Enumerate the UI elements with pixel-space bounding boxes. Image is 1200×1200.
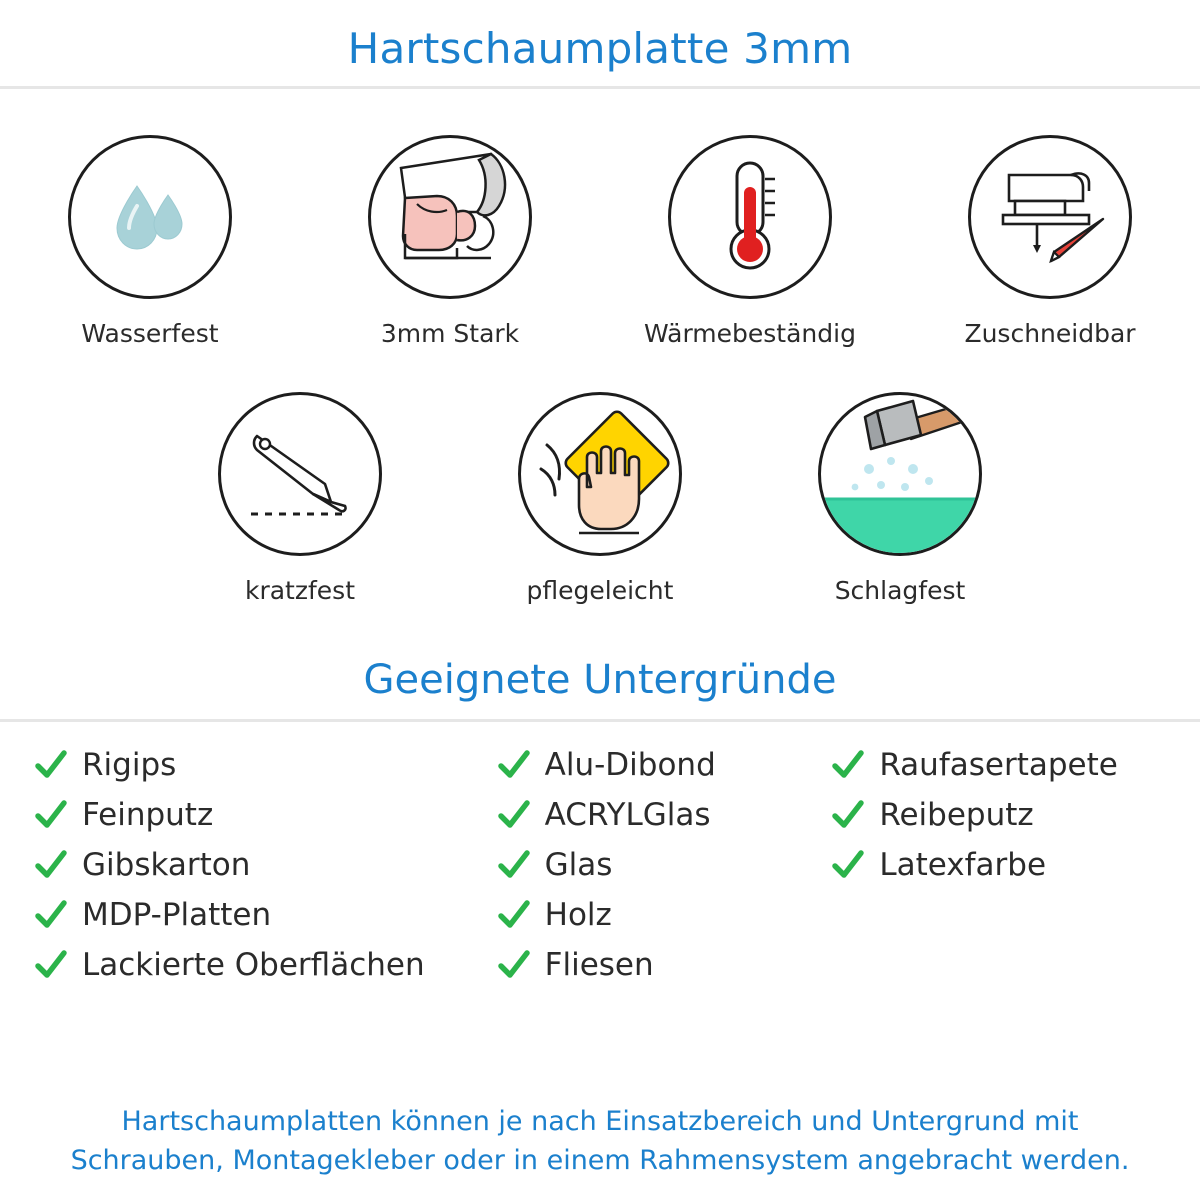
feature-label: kratzfest [244, 576, 355, 606]
feature-icon-circle [68, 135, 232, 299]
list-item [34, 944, 497, 986]
list-item-label: Alu-Dibond [544, 747, 716, 784]
list-item [34, 794, 497, 836]
page-title: Hartschaumplatte 3mm [347, 24, 853, 73]
hammer-impact-icon [821, 395, 979, 553]
list-item-label: Gibskarton [82, 847, 251, 884]
list-item [34, 894, 497, 936]
feature-label: Schlagfest [834, 576, 966, 606]
feature-waermebestaendig [600, 135, 900, 348]
list-item-label: Feinputz [82, 797, 214, 834]
subtitle-block [0, 657, 1200, 719]
list-item-label: Lackierte Oberflächen [82, 947, 425, 984]
surfaces-column-3 [831, 744, 1166, 994]
list-item-label: Raufasertapete [879, 747, 1118, 784]
list-item [34, 744, 497, 786]
list-item [497, 794, 832, 836]
check-icon [497, 948, 531, 982]
hand-cleaning-cloth-icon [521, 395, 679, 553]
list-item [497, 844, 832, 886]
feature-kratzfest [150, 392, 450, 605]
feature-row-2 [0, 392, 1200, 605]
list-item [34, 844, 497, 886]
footer-note-line-2: Schrauben, Montagekleber oder in einem Rahmensystem angebracht werden. [70, 1144, 1130, 1176]
list-item [497, 894, 832, 936]
list-item-label: Latexfarbe [879, 847, 1047, 884]
list-item-label: Glas [544, 847, 613, 884]
list-item [831, 844, 1166, 886]
footer-note [0, 1102, 1200, 1180]
flexed-arm-icon [371, 138, 529, 296]
check-icon [34, 948, 68, 982]
list-item-label: Reibeputz [879, 797, 1034, 834]
list-item [497, 744, 832, 786]
thermometer-icon [695, 157, 805, 277]
water-drops-icon [95, 162, 205, 272]
knife-scratch-icon [235, 414, 365, 534]
feature-wasserfest [0, 135, 300, 348]
list-item [831, 794, 1166, 836]
check-icon [831, 798, 865, 832]
feature-icon-circle [818, 392, 982, 556]
feature-label: 3mm Stark [380, 319, 520, 349]
feature-label: Wasserfest [81, 319, 219, 349]
title-block [0, 0, 1200, 86]
feature-row-1 [0, 135, 1200, 348]
feature-pflegeleicht [450, 392, 750, 605]
check-icon [497, 898, 531, 932]
feature-label: pflegeleicht [526, 576, 674, 606]
surfaces-column-2 [497, 744, 832, 994]
feature-zuschneidbar [900, 135, 1200, 348]
feature-3mm-stark [300, 135, 600, 348]
feature-icon-circle [218, 392, 382, 556]
feature-label: Zuschneidbar [964, 319, 1136, 349]
check-icon [34, 848, 68, 882]
check-icon [497, 748, 531, 782]
surfaces-list [0, 722, 1200, 994]
feature-label: Wärmebeständig [644, 319, 856, 349]
feature-icon-circle [668, 135, 832, 299]
check-icon [831, 748, 865, 782]
feature-schlagfest [750, 392, 1050, 605]
check-icon [497, 848, 531, 882]
feature-section [0, 89, 1200, 605]
check-icon [34, 798, 68, 832]
list-item [497, 944, 832, 986]
check-icon [34, 748, 68, 782]
feature-icon-circle [968, 135, 1132, 299]
feature-icon-circle [518, 392, 682, 556]
list-item [831, 744, 1166, 786]
section-title: Geeignete Untergründe [363, 657, 837, 704]
list-item-label: Holz [544, 897, 612, 934]
surfaces-column-1 [34, 744, 497, 994]
list-item-label: Rigips [82, 747, 177, 784]
list-item-label: ACRYLGlas [544, 797, 711, 834]
list-item-label: MDP-Platten [82, 897, 272, 934]
check-icon [497, 798, 531, 832]
feature-icon-circle [368, 135, 532, 299]
check-icon [831, 848, 865, 882]
footer-note-line-1: Hartschaumplatten können je nach Einsatzbereich und Untergrund mit [121, 1105, 1079, 1137]
jigsaw-cutter-icon [985, 157, 1115, 277]
check-icon [34, 898, 68, 932]
list-item-label: Fliesen [544, 947, 654, 984]
